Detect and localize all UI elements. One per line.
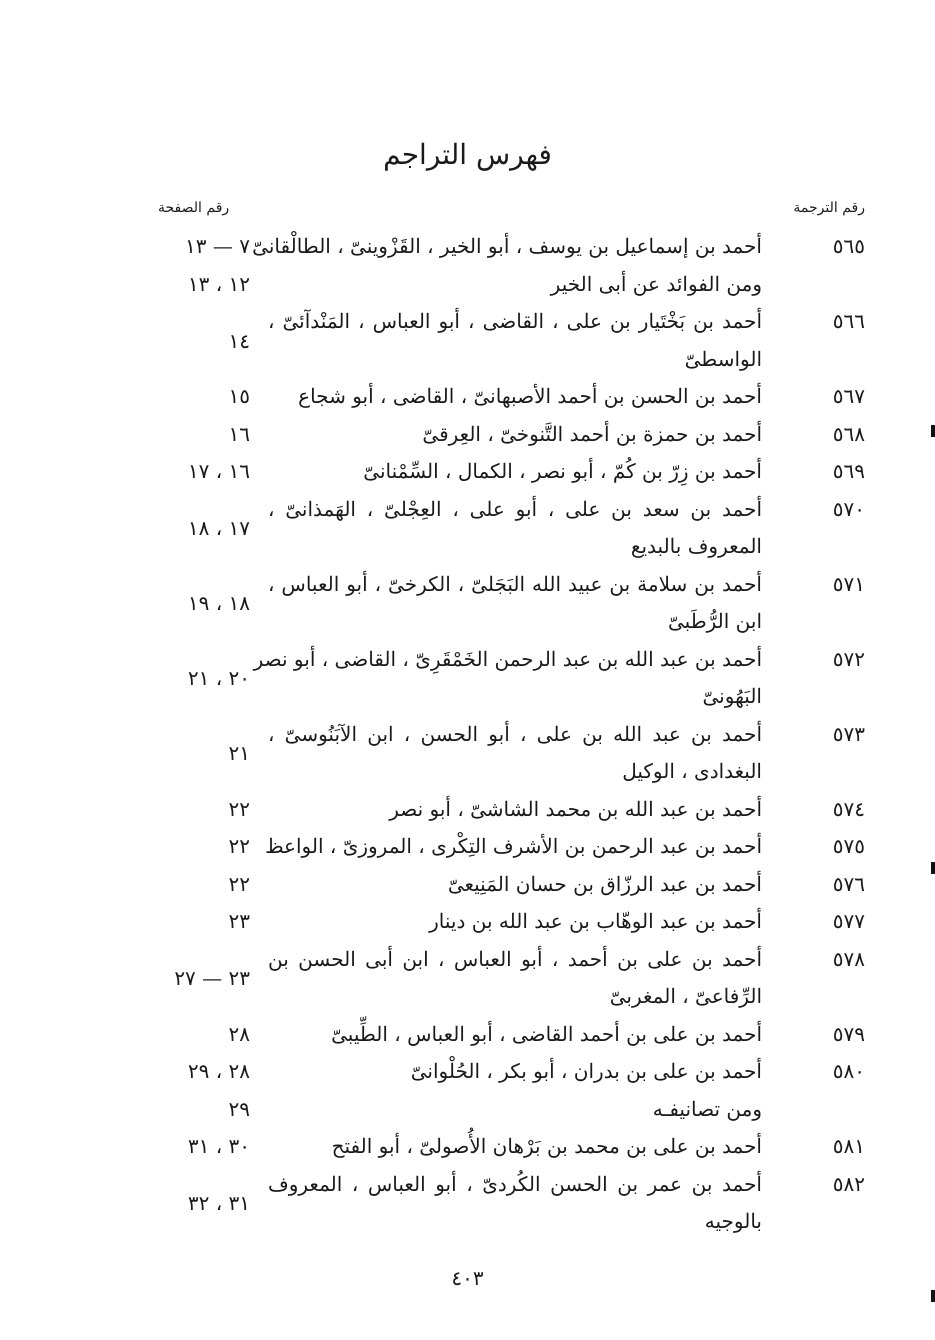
- entry-text: الرِّفاعىّ ، المغربىّ: [609, 984, 762, 1008]
- entry-text: البغدادى ، الوكيل: [622, 759, 762, 783]
- index-entry: [0, 228, 935, 266]
- entry-line: [0, 741, 935, 791]
- index-entry: [0, 641, 935, 716]
- entry-text: أحمد بن عبد الله بن محمد الشاشىّ ، أبو نصر: [389, 796, 762, 821]
- entry-pages: ٢١: [228, 741, 250, 765]
- entry-text: أحمد بن عبد الرحمن بن الأشرف التِكْرى ، المروزىّ ، الواعظ: [265, 834, 762, 858]
- entry-text: بالوجيه: [704, 1209, 762, 1233]
- entry-text: أحمد بن حمزة بن أحمد التَّنوخىّ ، العِرقىّ: [422, 421, 762, 446]
- index-entries: [0, 228, 935, 1241]
- entry-text: أحمد بن عمر بن الحسن الكُردىّ ، أبو العباس ، المعروف: [268, 1171, 762, 1196]
- entry-pages: ٢٨ ، ٢٩: [187, 1059, 250, 1083]
- entry-number: ٥٦٨: [832, 421, 865, 446]
- entry-number: ٥٦٦: [832, 309, 865, 333]
- entry-line: [0, 591, 935, 641]
- entry-text: أحمد بن على بن بدران ، أبو بكر ، الحُلْوانىّ: [410, 1059, 762, 1083]
- entry-pages: ٢٢: [228, 871, 250, 896]
- entry-pages: ٧ — ١٣: [185, 234, 250, 258]
- index-entry: [0, 828, 935, 866]
- entry-number-header: رقم الترجمة: [793, 200, 865, 216]
- entry-line: [0, 378, 935, 416]
- entry-pages: ١٦: [228, 421, 250, 446]
- entry-text: ومن الفوائد عن أبى الخير: [550, 271, 762, 296]
- entry-number: ٥٨٢: [832, 1171, 865, 1196]
- entry-number: ٥٨١: [832, 1134, 865, 1158]
- entry-line: [0, 1128, 935, 1166]
- entry-pages: ١٦ ، ١٧: [187, 459, 250, 483]
- entry-number: ٥٧٨: [832, 946, 865, 971]
- entry-line: [0, 1016, 935, 1054]
- entry-text: أحمد بن سعد بن على ، أبو على ، العِجْلىّ ، الهَمذانىّ ،: [268, 496, 762, 521]
- index-entry: [0, 941, 935, 1016]
- index-entry: [0, 1053, 935, 1091]
- entry-number: ٥٧٥: [832, 834, 865, 858]
- entry-text: البَهُونىّ: [702, 684, 762, 708]
- index-entry: [0, 491, 935, 566]
- entry-line: [0, 491, 935, 529]
- entry-pages: ٢٣ — ٢٧: [174, 966, 250, 990]
- index-entry: [0, 903, 935, 941]
- entry-pages: ٣١ ، ٣٢: [187, 1191, 250, 1215]
- entry-pages: ١٥: [228, 384, 250, 408]
- entry-pages: ٢٠ ، ٢١: [187, 666, 250, 690]
- index-entry: [0, 416, 935, 454]
- entry-pages: ٣٠ ، ٣١: [187, 1134, 250, 1158]
- entry-text: أحمد بن على بن أحمد ، أبو العباس ، ابن أبى الحسن بن: [268, 946, 762, 971]
- entry-line: [0, 228, 935, 266]
- entry-pages: ٢٢: [228, 834, 250, 858]
- entry-line: [0, 516, 935, 566]
- entry-number: ٥٧٧: [832, 909, 865, 933]
- index-entry: [0, 566, 935, 641]
- entry-text: ومن تصانيفـه: [652, 1096, 762, 1121]
- index-entry: [0, 1016, 935, 1054]
- index-entry: [0, 866, 935, 904]
- entry-pages: ٢٣: [228, 909, 250, 933]
- entry-pages: ١٢ ، ١٣: [187, 271, 250, 296]
- entry-text: أحمد بن زِرّ بن كُمّ ، أبو نصر ، الكمال ، السِّمْنانىّ: [363, 459, 762, 483]
- entry-line: [0, 266, 935, 304]
- entry-pages: ٢٩: [228, 1096, 250, 1121]
- index-entry: [0, 303, 935, 378]
- index-entry: [0, 266, 935, 304]
- entry-text: أحمد بن الحسن بن أحمد الأصبهانىّ ، القاضى ، أبو شجاع: [298, 384, 762, 408]
- page-number: ٤٠٣: [451, 1266, 484, 1290]
- entry-line: [0, 1053, 935, 1091]
- entry-text: ابن الرُّطَبىّ: [667, 609, 762, 633]
- entry-text: أحمد بن سلامة بن عبيد الله البَجَلىّ ، الكرخىّ ، أبو العباس ،: [268, 571, 762, 596]
- entry-line: [0, 903, 935, 941]
- entry-number: ٥٧٣: [832, 721, 865, 746]
- index-entry: [0, 1128, 935, 1166]
- page-number-header: رقم الصفحة: [158, 200, 230, 216]
- entry-line: [0, 453, 935, 491]
- entry-line: [0, 1191, 935, 1241]
- entry-number: ٥٧٩: [832, 1021, 865, 1046]
- entry-line: [0, 328, 935, 379]
- entry-number: ٥٦٧: [832, 384, 865, 408]
- entry-number: ٥٧٤: [832, 796, 865, 821]
- entry-pages: ٢٨: [228, 1021, 250, 1046]
- entry-text: أحمد بن على بن محمد بن بَرْهان الأُصولىّ ، أبو الفتح: [331, 1134, 762, 1158]
- entry-text: أحمد بن على بن أحمد القاضى ، أبو العباس ، الطِّيبىّ: [331, 1021, 762, 1046]
- entry-line: [0, 1166, 935, 1204]
- entry-text: المعروف بالبديع: [630, 534, 762, 558]
- entry-text: أحمد بن بَخْتَيار بن على ، القاضى ، أبو العباس ، المَنْدآئىّ ،: [268, 309, 762, 333]
- entry-line: [0, 966, 935, 1016]
- entry-text: أحمد بن عبد الرزّاق بن حسان المَنِيعىّ: [447, 871, 762, 896]
- entry-text: أحمد بن عبد الوهّاب بن عبد الله بن دينار: [429, 909, 762, 933]
- entry-line: [0, 828, 935, 866]
- index-entry: [0, 1091, 935, 1129]
- entry-number: ٥٧٦: [832, 871, 865, 896]
- entry-line: [0, 791, 935, 829]
- entry-number: ٥٧٢: [832, 646, 865, 671]
- entry-line: [0, 566, 935, 604]
- page-title: فهرس التراجم: [383, 138, 552, 171]
- entry-line: [0, 666, 935, 716]
- entry-pages: ١٤: [228, 328, 250, 353]
- entry-text: أحمد بن عبد الله بن عبد الرحمن الخَمْقَرِىّ ، القاضى ، أبو نصر: [253, 646, 762, 671]
- entry-number: ٥٧٠: [832, 496, 865, 521]
- index-entry: [0, 716, 935, 791]
- entry-text: الواسطىّ: [684, 346, 762, 371]
- scan-edge-mark: [931, 1290, 935, 1302]
- entry-line: [0, 941, 935, 979]
- entry-line: [0, 416, 935, 454]
- entry-number: ٥٦٥: [832, 234, 865, 258]
- entry-number: ٥٦٩: [832, 459, 865, 483]
- entry-number: ٥٧١: [832, 571, 865, 596]
- entry-line: [0, 641, 935, 679]
- entry-line: [0, 716, 935, 754]
- entry-line: [0, 1091, 935, 1129]
- scan-edge-mark: [931, 425, 935, 437]
- entry-pages: ٢٢: [228, 796, 250, 821]
- entry-line: [0, 303, 935, 341]
- entry-line: [0, 866, 935, 904]
- entry-pages: ١٧ ، ١٨: [187, 516, 250, 540]
- entry-pages: ١٨ ، ١٩: [187, 591, 250, 615]
- entry-number: ٥٨٠: [832, 1059, 865, 1083]
- index-entry: [0, 1166, 935, 1241]
- scan-edge-mark: [931, 862, 935, 874]
- entry-text: أحمد بن إسماعيل بن يوسف ، أبو الخير ، القَزْوينىّ ، الطالْقانىّ: [252, 234, 762, 258]
- index-entry: [0, 791, 935, 829]
- entry-text: أحمد بن عبد الله بن على ، أبو الحسن ، ابن الآبَنُوسىّ ،: [268, 721, 762, 746]
- index-entry: [0, 378, 935, 416]
- index-entry: [0, 453, 935, 491]
